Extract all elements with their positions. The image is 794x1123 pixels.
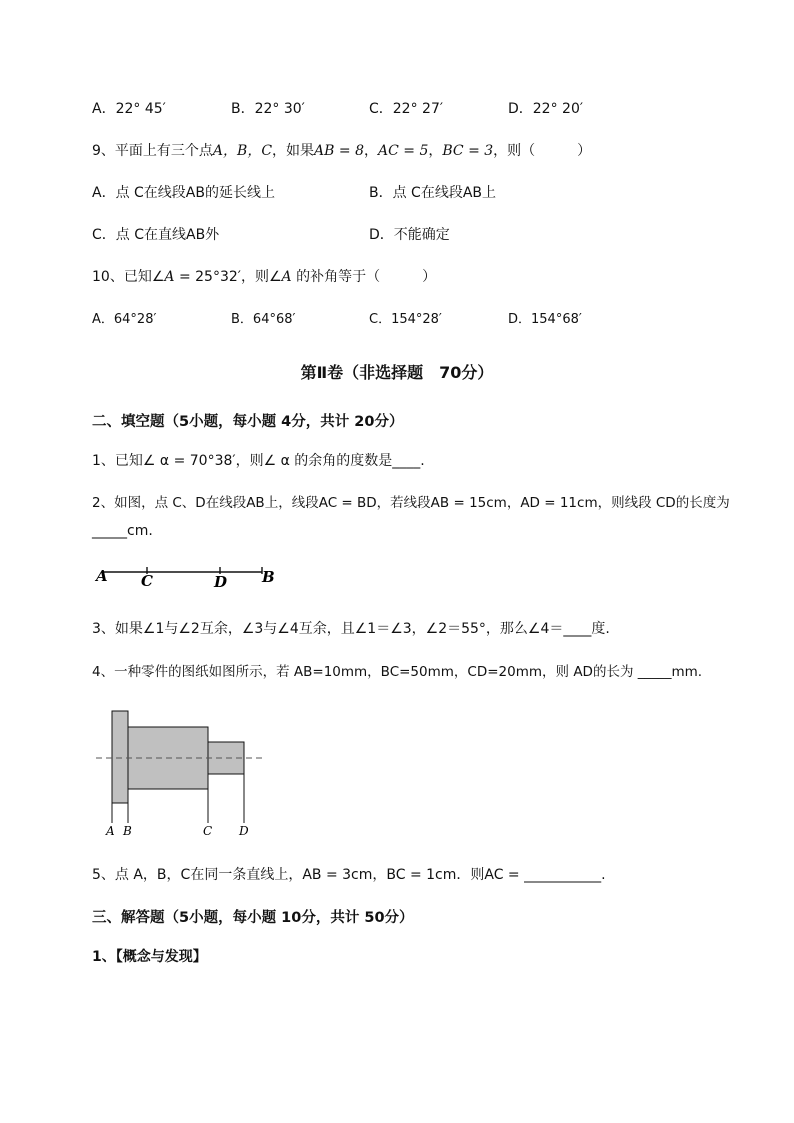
section2-heading: 二、填空题（5小题，每小题 4分，共计 20分） [92,414,404,430]
q8-option-b: B．22° 30′ [231,101,305,117]
solve-question-1: 1、【概念与发现】 [92,949,207,965]
fill-question-4: 4、一种零件的图纸如图所示，若 AB=10mm，BC=50mm，CD=20mm，则 AD的长为 _____mm. [92,664,703,680]
q10-option-d: D．154°68′ [508,312,582,327]
q10-pre: 10、已知∠ [92,269,165,285]
q9-sep2: ， [428,143,443,159]
fill-question-2-line2: _____cm. [92,523,153,539]
q9-sep1: ， [363,143,378,159]
q10-var: A [164,269,175,285]
q10-option-c: C．154°28′ [369,312,442,327]
q10-stem [92,268,436,286]
q9-stem [92,142,591,160]
part-flange [112,711,128,803]
q9-cond-bc: BC = 3 [442,143,494,159]
label-b: B [123,824,132,838]
q8-option-d: D．22° 20′ [508,101,584,117]
q9-number: 9、平面上有三个点 [92,143,213,159]
q9-option-d: D．不能确定 [369,227,450,243]
q9-tail: ，则（ ） [493,143,592,159]
section3-heading: 三、解答题（5小题，每小题 10分，共计 50分） [92,910,414,926]
q9-points: A，B，C [212,143,273,159]
label-a: A [96,567,108,585]
q10-var2: A [281,269,292,285]
q10-eq: = 25°32′，则∠ [174,269,282,285]
q9-option-c: C．点 C在直线AB外 [92,227,220,243]
part2-title: 第Ⅱ卷（非选择题 70分） [300,363,494,382]
label-c: C [141,572,153,590]
fill-question-2-line1: 2、如图，点 C、D在线段AB上，线段AC = BD，若线段AB = 15cm，AD = 11cm，则线段 CD的长度为 [92,495,730,511]
segment-figure [92,560,292,596]
fill-question-3: 3、如果∠1与∠2互余，∠3与∠4互余，且∠1＝∠3，∠2＝55°，那么∠4＝____度. [92,621,610,637]
fill-question-5: 5、点 A，B，C在同一条直线上，AB = 3cm，BC = 1cm．则AC = ___________. [92,867,606,883]
q10-option-b: B．64°68′ [231,312,296,327]
q8-option-c: C．22° 27′ [369,101,444,117]
q9-cond-ac: AC = 5 [377,143,429,159]
q8-option-a: A．22° 45′ [92,101,166,117]
fill-question-1: 1、已知∠ α = 70°38′，则∠ α 的余角的度数是____. [92,453,425,469]
q9-option-a: A．点 C在线段AB的延长线上 [92,185,275,201]
label-b: B [262,568,275,586]
q9-option-b: B．点 C在线段AB上 [369,185,497,201]
label-d: D [214,573,228,591]
q9-mid: ，如果 [272,143,315,159]
label-d: D [239,824,249,838]
q10-tail: 的补角等于（ ） [291,269,437,285]
label-a: A [106,824,115,838]
q10-option-a: A．64°28′ [92,312,157,327]
label-c: C [203,824,213,838]
q9-cond-ab: AB = 8 [314,143,364,159]
part-drawing-figure [92,705,282,840]
